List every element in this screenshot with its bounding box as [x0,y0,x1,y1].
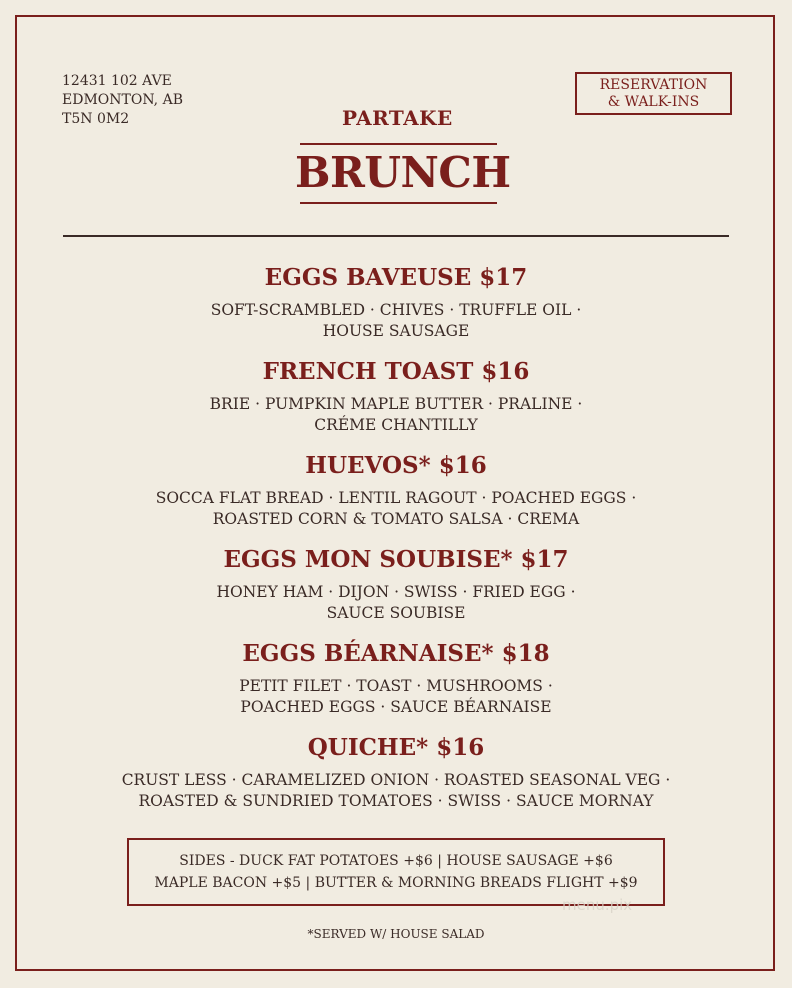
menu-item-description [0,394,792,436]
menu-item-name: EGGS BÉARNAISE* $18 [242,640,550,667]
menu-item-name: QUICHE* $16 [307,734,485,761]
title-rule-bottom [300,202,497,204]
menu-item-desc-line: BRIE · PUMPKIN MAPLE BUTTER · PRALINE · [209,395,583,413]
sides-line: MAPLE BACON +$5 | BUTTER & MORNING BREADS FLIGHT +$9 [154,875,638,891]
menu-item-description [0,582,792,624]
address-street: 12431 102 AVE [62,73,172,89]
header-divider [63,235,729,237]
menu-item-desc-line: POACHED EGGS · SAUCE BÉARNAISE [240,698,552,716]
menu-item-name: EGGS MON SOUBISE* $17 [223,546,569,573]
menu-list [0,262,792,826]
menu-item-name: EGGS BAVEUSE $17 [264,264,528,291]
brand-name: PARTAKE [342,106,453,130]
menu-item-name: FRENCH TOAST $16 [262,358,530,385]
menu-item [0,638,792,732]
watermark-text: menu.pix [562,896,633,914]
menu-item-description [0,770,792,812]
menu-item-desc-line: SAUCE SOUBISE [326,604,466,622]
menu-item-description [0,676,792,718]
restaurant-address [62,72,183,129]
footnote: *SERVED W/ HOUSE SALAD [307,927,485,941]
menu-item-desc-line: PETIT FILET · TOAST · MUSHROOMS · [239,677,553,695]
menu-item [0,356,792,450]
menu-item-desc-line: SOFT-SCRAMBLED · CHIVES · TRUFFLE OIL · [210,301,582,319]
menu-item-description [0,488,792,530]
sides-line: SIDES - DUCK FAT POTATOES +$6 | HOUSE SAUSAGE +$6 [179,853,613,869]
menu-item-desc-line: ROASTED CORN & TOMATO SALSA · CREMA [212,510,580,528]
menu-item [0,450,792,544]
menu-item-desc-line: ROASTED & SUNDRIED TOMATOES · SWISS · SAUCE MORNAY [138,792,654,810]
menu-item-desc-line: CRUST LESS · CARAMELIZED ONION · ROASTED SEASONAL VEG · [121,771,671,789]
menu-item-desc-line: HOUSE SAUSAGE [322,322,470,340]
menu-item [0,262,792,356]
menu-item [0,732,792,826]
menu-item-desc-line: SOCCA FLAT BREAD · LENTIL RAGOUT · POACHED EGGS · [155,489,637,507]
address-postal: T5N 0M2 [62,111,130,127]
menu-item-desc-line: CRÉME CHANTILLY [314,416,478,434]
address-city: EDMONTON, AB [62,92,183,108]
reservation-line: RESERVATION [599,77,708,93]
menu-item-description [0,300,792,342]
walk-ins-line: & WALK-INS [607,94,700,110]
title-rule-top [300,143,497,145]
menu-item-desc-line: HONEY HAM · DIJON · SWISS · FRIED EGG · [216,583,576,601]
menu-item-name: HUEVOS* $16 [305,452,487,479]
menu-item [0,544,792,638]
page-title: BRUNCH [295,148,511,197]
reservation-badge [575,72,732,115]
